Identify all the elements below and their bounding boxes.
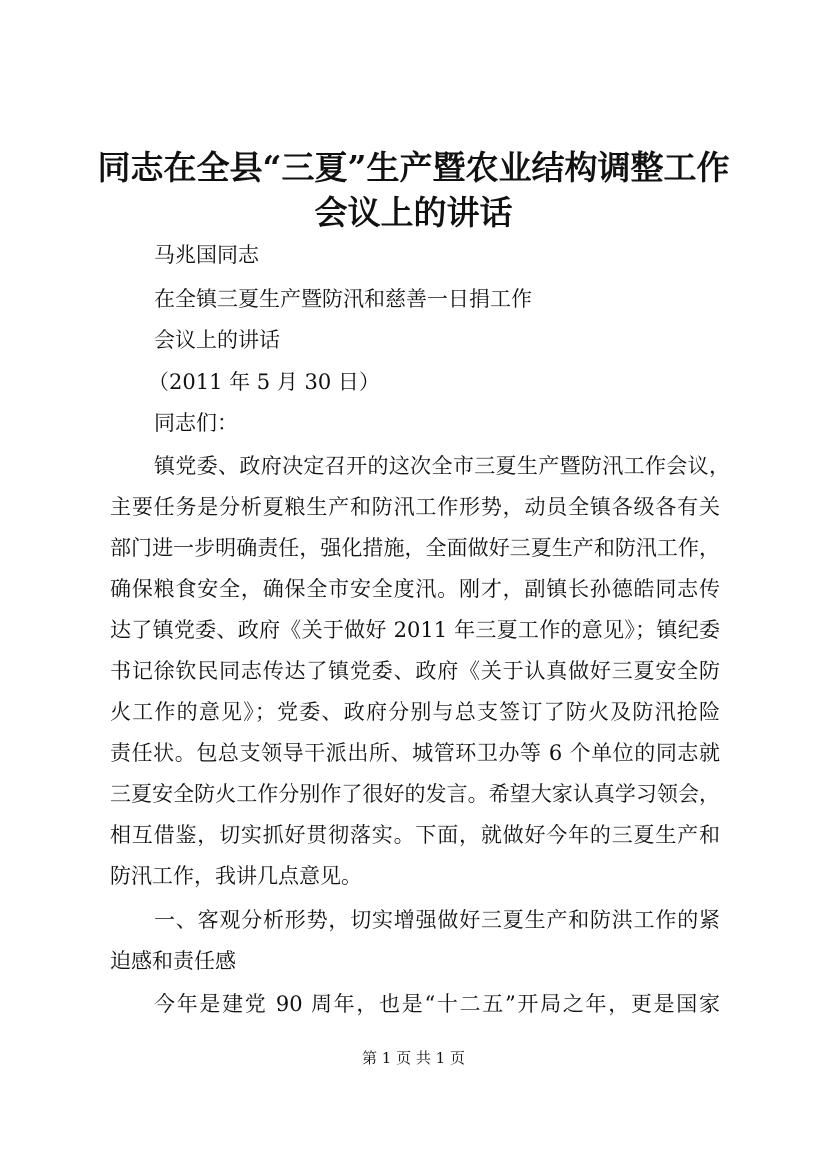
- paragraph-1-line: 防汛工作，我讲几点意见。: [110, 864, 362, 888]
- paragraph-1-line: 书记徐钦民同志传达了镇党委、政府《关于认真做好三夏安全防: [110, 659, 720, 683]
- page-number-footer: 第 1 页 共 1 页: [362, 1049, 465, 1067]
- paragraph-1-line: 相互借鉴，切实抓好贯彻落实。下面，就做好今年的三夏生产和: [110, 823, 720, 847]
- subtitle-line-1: 在全镇三夏生产暨防汛和慈善一日捐工作: [154, 287, 532, 311]
- paragraph-1-line: 部门进一步明确责任，强化措施，全面做好三夏生产和防汛工作，: [110, 536, 720, 560]
- author-name: 马兆国同志: [154, 243, 259, 267]
- paragraph-1-line: 责任状。包总支领导干派出所、城管环卫办等 6 个单位的同志就: [110, 741, 720, 765]
- section-heading-1-line-1: 一、客观分析形势，切实增强做好三夏生产和防洪工作的紧: [154, 908, 720, 932]
- document-title-line-2: 会议上的讲话: [314, 193, 513, 232]
- paragraph-1-line: 达了镇党委、政府《关于做好 2011 年三夏工作的意见》；镇纪委: [110, 618, 720, 642]
- paragraph-1-line: 确保粮食安全，确保全市安全度汛。刚才，副镇长孙德皓同志传: [110, 577, 720, 601]
- paragraph-1-line: 火工作的意见》；党委、政府分别与总支签订了防火及防汛抢险: [110, 700, 720, 724]
- speech-date: （2011 年 5 月 30 日）: [148, 370, 380, 394]
- section-heading-1-line-2: 迫感和责任感: [110, 949, 236, 973]
- paragraph-1-line: 三夏安全防火工作分别作了很好的发言。希望大家认真学习领会，: [110, 782, 720, 806]
- paragraph-1-line: 主要任务是分析夏粮生产和防汛工作形势，动员全镇各级各有关: [110, 495, 720, 519]
- salutation: 同志们：: [154, 411, 238, 435]
- document-title-line-1: 同志在全县“三夏”生产暨农业结构调整工作: [97, 148, 730, 187]
- paragraph-2-line-1: 今年是建党 90 周年，也是“十二五”开局之年，更是国家: [154, 992, 720, 1016]
- paragraph-1-line: 镇党委、政府决定召开的这次全市三夏生产暨防汛工作会议，: [154, 454, 730, 478]
- subtitle-line-2: 会议上的讲话: [154, 328, 280, 352]
